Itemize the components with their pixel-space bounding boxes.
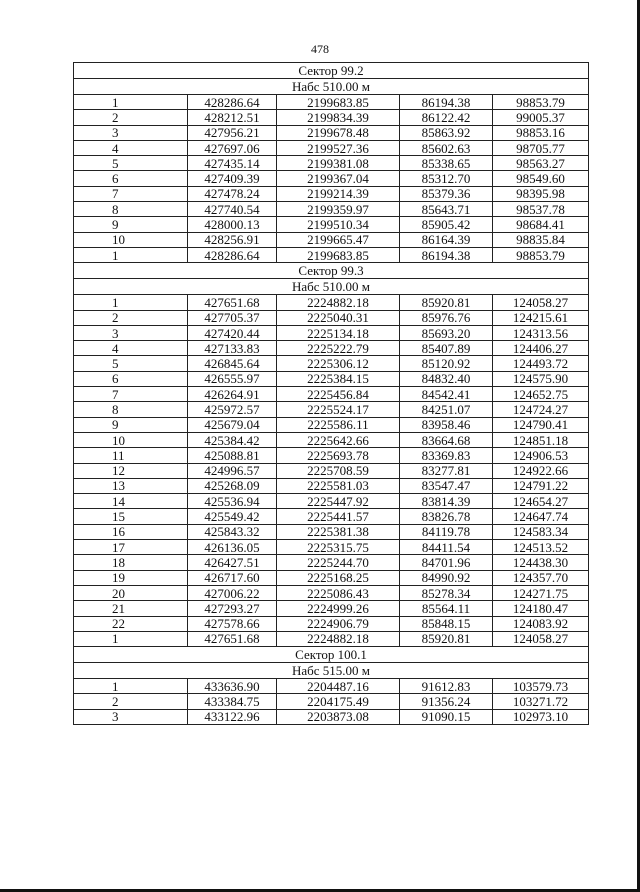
coord-local-y: 98853.79 <box>493 247 589 262</box>
point-number: 2 <box>74 694 188 709</box>
table-row <box>74 417 589 432</box>
table-row <box>74 387 589 402</box>
coord-x: 426845.64 <box>188 356 277 371</box>
coord-local-x: 85278.34 <box>400 585 493 600</box>
coord-y: 2225086.43 <box>277 585 400 600</box>
table-row <box>74 140 589 155</box>
coord-y: 2225315.75 <box>277 540 400 555</box>
coord-local-x: 86122.42 <box>400 110 493 125</box>
table-row <box>74 110 589 125</box>
coord-local-y: 124357.70 <box>493 570 589 585</box>
point-number: 12 <box>74 463 188 478</box>
coord-y: 2225040.31 <box>277 310 400 325</box>
coord-y: 2225168.25 <box>277 570 400 585</box>
coord-y: 2225456.84 <box>277 387 400 402</box>
table-row <box>74 709 589 724</box>
coord-x: 427651.68 <box>188 295 277 310</box>
coord-local-y: 124724.27 <box>493 402 589 417</box>
coord-x: 426555.97 <box>188 371 277 386</box>
coord-local-x: 86164.39 <box>400 232 493 247</box>
coord-x: 433384.75 <box>188 694 277 709</box>
coord-local-y: 124438.30 <box>493 555 589 570</box>
coord-x: 427651.68 <box>188 631 277 646</box>
table-row <box>74 570 589 585</box>
point-number: 3 <box>74 125 188 140</box>
table-row <box>74 679 589 694</box>
coord-x: 425843.32 <box>188 524 277 539</box>
point-number: 17 <box>74 540 188 555</box>
table-row <box>74 555 589 570</box>
coord-local-y: 98705.77 <box>493 140 589 155</box>
coord-local-y: 124654.27 <box>493 494 589 509</box>
coord-local-x: 83277.81 <box>400 463 493 478</box>
coord-x: 427740.54 <box>188 202 277 217</box>
coord-y: 2204487.16 <box>277 679 400 694</box>
table-row <box>74 585 589 600</box>
coord-local-y: 124583.34 <box>493 524 589 539</box>
table-row <box>74 402 589 417</box>
coord-local-y: 98537.78 <box>493 202 589 217</box>
table-row <box>74 694 589 709</box>
coord-local-x: 84832.40 <box>400 371 493 386</box>
coord-local-y: 124313.56 <box>493 325 589 340</box>
coord-y: 2199834.39 <box>277 110 400 125</box>
coord-x: 428286.64 <box>188 247 277 262</box>
point-number: 5 <box>74 156 188 171</box>
point-number: 5 <box>74 356 188 371</box>
point-number: 21 <box>74 601 188 616</box>
coord-local-y: 98853.16 <box>493 125 589 140</box>
coord-local-y: 124180.47 <box>493 601 589 616</box>
coord-y: 2225447.92 <box>277 494 400 509</box>
table-row <box>74 325 589 340</box>
coord-x: 427133.83 <box>188 341 277 356</box>
point-number: 10 <box>74 432 188 447</box>
coord-y: 2225581.03 <box>277 478 400 493</box>
sector-title: Сектор 99.3 <box>74 263 589 279</box>
point-number: 1 <box>74 247 188 262</box>
coord-x: 427956.21 <box>188 125 277 140</box>
coord-local-y: 124215.61 <box>493 310 589 325</box>
point-number: 4 <box>74 140 188 155</box>
point-number: 9 <box>74 417 188 432</box>
coord-local-x: 85338.65 <box>400 156 493 171</box>
table-row <box>74 247 589 262</box>
coord-local-y: 124058.27 <box>493 631 589 646</box>
point-number: 15 <box>74 509 188 524</box>
coord-local-x: 85379.36 <box>400 186 493 201</box>
coord-x: 426717.60 <box>188 570 277 585</box>
coord-local-x: 91356.24 <box>400 694 493 709</box>
table-row <box>74 478 589 493</box>
point-number: 3 <box>74 709 188 724</box>
coord-y: 2225708.59 <box>277 463 400 478</box>
table-row <box>74 295 589 310</box>
point-number: 20 <box>74 585 188 600</box>
point-number: 8 <box>74 202 188 217</box>
coord-local-x: 91090.15 <box>400 709 493 724</box>
coord-y: 2199359.97 <box>277 202 400 217</box>
sector-title-row <box>74 263 589 279</box>
table-row <box>74 432 589 447</box>
coord-local-x: 83547.47 <box>400 478 493 493</box>
sector-title-row <box>74 63 589 79</box>
coord-y: 2225693.78 <box>277 448 400 463</box>
point-number: 10 <box>74 232 188 247</box>
coord-y: 2225222.79 <box>277 341 400 356</box>
coord-x: 428000.13 <box>188 217 277 232</box>
point-number: 8 <box>74 402 188 417</box>
coord-local-y: 98549.60 <box>493 171 589 186</box>
coord-x: 427478.24 <box>188 186 277 201</box>
coord-y: 2225306.12 <box>277 356 400 371</box>
point-number: 22 <box>74 616 188 631</box>
coord-y: 2225384.15 <box>277 371 400 386</box>
coord-local-y: 124406.27 <box>493 341 589 356</box>
coord-local-x: 84119.78 <box>400 524 493 539</box>
table-row <box>74 341 589 356</box>
table-row <box>74 125 589 140</box>
coord-local-y: 124083.92 <box>493 616 589 631</box>
table-row <box>74 356 589 371</box>
coord-y: 2199665.47 <box>277 232 400 247</box>
coord-y: 2199510.34 <box>277 217 400 232</box>
coord-x: 427435.14 <box>188 156 277 171</box>
coord-y: 2225381.38 <box>277 524 400 539</box>
coord-local-x: 85312.70 <box>400 171 493 186</box>
sector-height: Набс 515.00 м <box>74 663 589 679</box>
coord-local-x: 83814.39 <box>400 494 493 509</box>
coord-x: 424996.57 <box>188 463 277 478</box>
coord-y: 2199678.48 <box>277 125 400 140</box>
table-row <box>74 232 589 247</box>
coord-y: 2199367.04 <box>277 171 400 186</box>
coord-local-x: 86194.38 <box>400 95 493 110</box>
coord-local-x: 85693.20 <box>400 325 493 340</box>
coordinates-table-body <box>74 63 589 725</box>
coord-local-y: 124922.66 <box>493 463 589 478</box>
coord-x: 427697.06 <box>188 140 277 155</box>
coord-local-x: 86194.38 <box>400 247 493 262</box>
table-row <box>74 631 589 646</box>
coord-y: 2199683.85 <box>277 95 400 110</box>
coord-x: 433122.96 <box>188 709 277 724</box>
table-row <box>74 217 589 232</box>
coord-local-y: 124652.75 <box>493 387 589 402</box>
coord-y: 2225244.70 <box>277 555 400 570</box>
coord-y: 2225441.57 <box>277 509 400 524</box>
coord-x: 426136.05 <box>188 540 277 555</box>
page-number: 478 <box>311 42 329 56</box>
coord-x: 427409.39 <box>188 171 277 186</box>
coord-local-y: 124058.27 <box>493 295 589 310</box>
coord-local-x: 83958.46 <box>400 417 493 432</box>
coord-x: 425384.42 <box>188 432 277 447</box>
coord-local-y: 102973.10 <box>493 709 589 724</box>
coord-local-x: 84251.07 <box>400 402 493 417</box>
coord-x: 425088.81 <box>188 448 277 463</box>
coord-local-y: 103271.72 <box>493 694 589 709</box>
coord-y: 2225642.66 <box>277 432 400 447</box>
coord-local-y: 103579.73 <box>493 679 589 694</box>
coord-local-x: 83664.68 <box>400 432 493 447</box>
coord-local-y: 124271.75 <box>493 585 589 600</box>
point-number: 7 <box>74 387 188 402</box>
coord-y: 2225586.11 <box>277 417 400 432</box>
coord-x: 433636.90 <box>188 679 277 694</box>
coord-local-x: 83826.78 <box>400 509 493 524</box>
coord-local-x: 84990.92 <box>400 570 493 585</box>
point-number: 1 <box>74 679 188 694</box>
point-number: 1 <box>74 631 188 646</box>
coord-x: 425679.04 <box>188 417 277 432</box>
sector-title: Сектор 100.1 <box>74 647 589 663</box>
point-number: 1 <box>74 295 188 310</box>
coord-local-x: 84411.54 <box>400 540 493 555</box>
point-number: 18 <box>74 555 188 570</box>
coord-local-x: 84701.96 <box>400 555 493 570</box>
coord-x: 427420.44 <box>188 325 277 340</box>
table-row <box>74 601 589 616</box>
coord-local-x: 85848.15 <box>400 616 493 631</box>
point-number: 13 <box>74 478 188 493</box>
table-row <box>74 509 589 524</box>
table-row <box>74 540 589 555</box>
coord-x: 425268.09 <box>188 478 277 493</box>
coord-local-y: 124851.18 <box>493 432 589 447</box>
coord-local-x: 85602.63 <box>400 140 493 155</box>
coord-local-y: 98835.84 <box>493 232 589 247</box>
coord-local-x: 85905.42 <box>400 217 493 232</box>
sector-height-row <box>74 279 589 295</box>
table-row <box>74 156 589 171</box>
point-number: 9 <box>74 217 188 232</box>
coord-local-y: 124513.52 <box>493 540 589 555</box>
coord-x: 426264.91 <box>188 387 277 402</box>
point-number: 2 <box>74 110 188 125</box>
point-number: 11 <box>74 448 188 463</box>
point-number: 6 <box>74 371 188 386</box>
coord-y: 2199683.85 <box>277 247 400 262</box>
point-number: 4 <box>74 341 188 356</box>
sector-title: Сектор 99.2 <box>74 63 589 79</box>
coord-local-y: 99005.37 <box>493 110 589 125</box>
coord-y: 2225134.18 <box>277 325 400 340</box>
coord-local-y: 124906.53 <box>493 448 589 463</box>
point-number: 14 <box>74 494 188 509</box>
coord-local-x: 85643.71 <box>400 202 493 217</box>
coord-local-y: 98563.27 <box>493 156 589 171</box>
coord-local-x: 84542.41 <box>400 387 493 402</box>
sector-title-row <box>74 647 589 663</box>
table-row <box>74 448 589 463</box>
coord-local-x: 83369.83 <box>400 448 493 463</box>
coord-x: 425972.57 <box>188 402 277 417</box>
sector-height-row <box>74 79 589 95</box>
coord-local-x: 85920.81 <box>400 295 493 310</box>
table-row <box>74 463 589 478</box>
coord-local-y: 124790.41 <box>493 417 589 432</box>
point-number: 19 <box>74 570 188 585</box>
table-row <box>74 524 589 539</box>
coord-local-x: 85976.76 <box>400 310 493 325</box>
table-row <box>74 494 589 509</box>
coord-x: 428286.64 <box>188 95 277 110</box>
coord-local-x: 85920.81 <box>400 631 493 646</box>
coord-local-y: 98395.98 <box>493 186 589 201</box>
coord-y: 2199527.36 <box>277 140 400 155</box>
coord-x: 425549.42 <box>188 509 277 524</box>
table-row <box>74 310 589 325</box>
point-number: 7 <box>74 186 188 201</box>
sector-height: Набс 510.00 м <box>74 79 589 95</box>
table-row <box>74 202 589 217</box>
table-row <box>74 186 589 201</box>
coord-y: 2204175.49 <box>277 694 400 709</box>
coord-y: 2225524.17 <box>277 402 400 417</box>
table-row <box>74 95 589 110</box>
sector-height: Набс 510.00 м <box>74 279 589 295</box>
coord-local-x: 85120.92 <box>400 356 493 371</box>
coord-local-x: 91612.83 <box>400 679 493 694</box>
coord-x: 426427.51 <box>188 555 277 570</box>
table-row <box>74 171 589 186</box>
coord-x: 427705.37 <box>188 310 277 325</box>
coord-x: 428256.91 <box>188 232 277 247</box>
coord-y: 2224882.18 <box>277 295 400 310</box>
coord-x: 425536.94 <box>188 494 277 509</box>
coordinates-table <box>73 62 589 725</box>
coord-y: 2203873.08 <box>277 709 400 724</box>
coord-x: 427293.27 <box>188 601 277 616</box>
coord-y: 2224999.26 <box>277 601 400 616</box>
point-number: 3 <box>74 325 188 340</box>
coord-x: 427006.22 <box>188 585 277 600</box>
point-number: 2 <box>74 310 188 325</box>
coord-local-y: 98684.41 <box>493 217 589 232</box>
table-row <box>74 616 589 631</box>
coord-y: 2224882.18 <box>277 631 400 646</box>
coord-local-x: 85564.11 <box>400 601 493 616</box>
coord-y: 2224906.79 <box>277 616 400 631</box>
coord-local-y: 124647.74 <box>493 509 589 524</box>
sector-height-row <box>74 663 589 679</box>
point-number: 16 <box>74 524 188 539</box>
coord-local-x: 85407.89 <box>400 341 493 356</box>
coord-local-y: 124791.22 <box>493 478 589 493</box>
coord-x: 427578.66 <box>188 616 277 631</box>
coord-local-y: 98853.79 <box>493 95 589 110</box>
coord-local-x: 85863.92 <box>400 125 493 140</box>
coord-y: 2199214.39 <box>277 186 400 201</box>
point-number: 6 <box>74 171 188 186</box>
coord-local-y: 124575.90 <box>493 371 589 386</box>
table-row <box>74 371 589 386</box>
coord-local-y: 124493.72 <box>493 356 589 371</box>
coord-x: 428212.51 <box>188 110 277 125</box>
point-number: 1 <box>74 95 188 110</box>
coord-y: 2199381.08 <box>277 156 400 171</box>
